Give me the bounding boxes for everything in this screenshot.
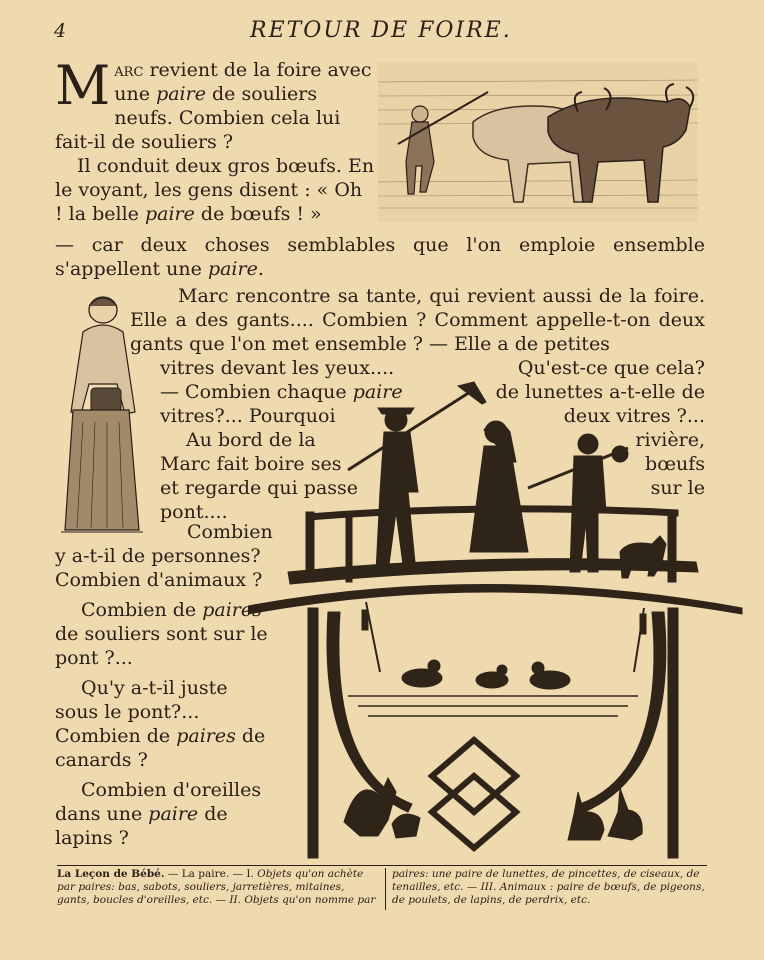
emphasis-run: Objets qu'on achète par paires: bas, sabots, souliers, jarretières, mitaines, gants, boucles d'oreilles, etc. — II. Objets qu'on nomme par [57, 868, 376, 906]
emphasis-word: paires [202, 599, 262, 621]
text-line: y a-t-il de personnes? [55, 545, 261, 567]
paragraph-intro [55, 54, 375, 154]
text-line: vitres devant les yeux.... [160, 357, 395, 379]
text-run: de souliers sont sur le pont ?... [55, 623, 268, 669]
text-run: — La paire. — I. [164, 868, 258, 880]
text-run: de souliers neufs. Combien cela lui fait-il de souliers ? [55, 83, 341, 153]
footer-right-column [392, 868, 712, 907]
text-line: et regarde qui passe [160, 477, 359, 499]
footer-separator [385, 868, 386, 910]
text-run: Combien d'oreilles dans une [55, 779, 262, 825]
text-line: sur le [650, 477, 705, 499]
text-run: Combien de [81, 599, 203, 621]
page-title: RETOUR DE FOIRE. [250, 18, 512, 43]
drop-cap: M [55, 54, 111, 117]
text-line: pont.... [160, 501, 228, 523]
paragraph-aunt: Marc rencontre sa tante, qui revient aussi de la foire. Elle a des gants.... Combien ? Comment appelle-t-on deux gants que l'on met ensemble ? — Elle a de petites [130, 285, 705, 355]
text-run: Il conduit deux gros bœufs. En le voyant, les gens disent : « Oh ! la belle [55, 155, 375, 225]
paragraph-oxen [55, 154, 375, 226]
smallcaps-word: arc [114, 59, 144, 81]
emphasis-word: paire [352, 381, 403, 403]
emphasis-word: paire [156, 83, 206, 105]
text-line: Marc fait boire ses [160, 453, 342, 475]
emphasis-word: paire [148, 803, 199, 825]
text-line: vitres?... Pourquoi [160, 405, 336, 427]
emphasis-word: paires [176, 725, 236, 747]
text-run: — Combien chaque [160, 381, 353, 403]
text-line: Qu'est-ce que cela? [517, 357, 705, 379]
text-line: deux vitres ?... [563, 405, 705, 427]
text-run: de canards ? [55, 725, 266, 771]
text-line: Combien [187, 521, 273, 543]
boy-with-oxen-illustration [378, 62, 698, 222]
text-line: rivière, [635, 429, 705, 451]
footer-label: La Leçon de Bébé. [57, 868, 165, 880]
text-run: de lapins ? [55, 803, 228, 849]
footer-rule [57, 865, 707, 866]
text-line: de lunettes a-t-elle de [495, 381, 705, 403]
footer-left-column [57, 868, 377, 907]
text-run: . [257, 258, 264, 280]
bridge-silhouette-illustration [248, 372, 744, 864]
text-line: Au bord de la [186, 429, 316, 451]
emphasis-run: paires: une paire de lunettes, de pincettes, de ciseaux, de tenailles, etc. — III. Animaux : paire de bœufs, de pigeons, de poulets, de lapins, de perdrix, etc. [392, 868, 705, 906]
paragraph-questions [55, 520, 275, 850]
text-run: — car deux choses semblables que l'on emploie ensemble s'appellent une [55, 234, 705, 280]
text-run: Qu'y a-t-il juste sous le pont?... Combien de [55, 677, 228, 747]
paragraph-definition [55, 233, 705, 281]
page-number: 4 [54, 20, 67, 42]
emphasis-word: paire [144, 203, 195, 225]
text-line: Combien d'animaux ? [55, 569, 263, 591]
emphasis-word: paire [207, 258, 258, 280]
text-run: revient de la foire avec une [114, 59, 372, 105]
text-line: bœufs [645, 453, 705, 475]
text-run: de bœufs ! » [194, 203, 322, 225]
